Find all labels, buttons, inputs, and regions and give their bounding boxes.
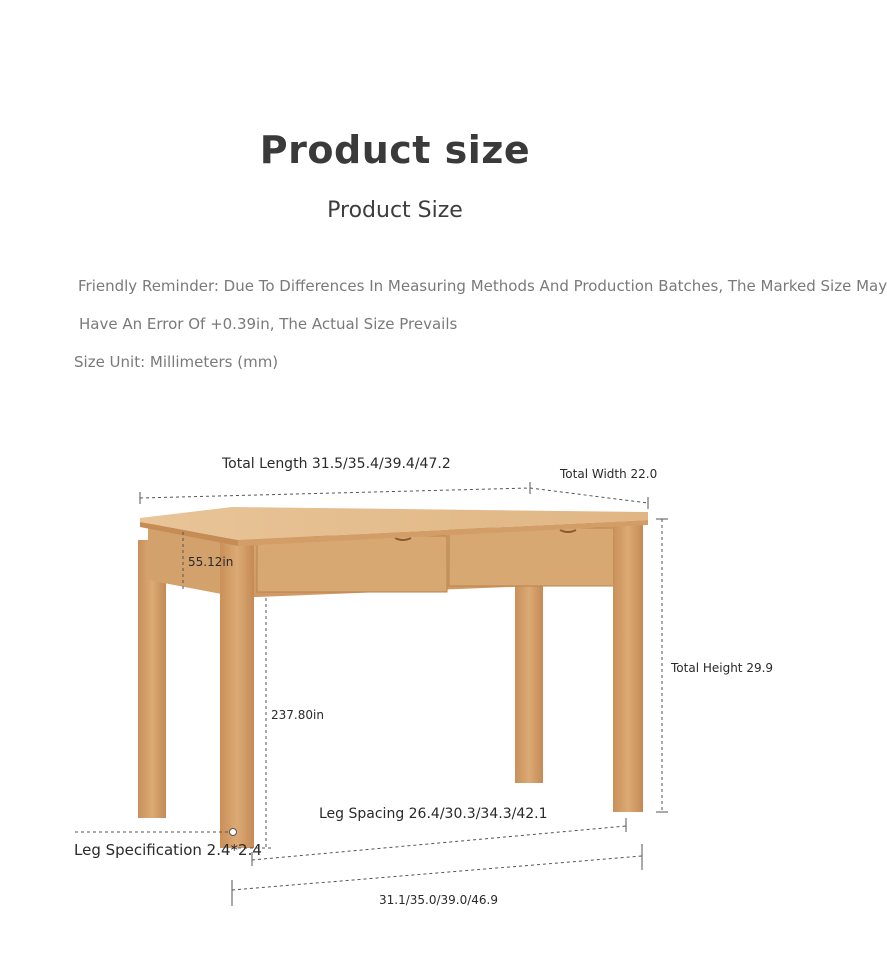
total-length-label: Total Length 31.5/35.4/39.4/47.2 xyxy=(222,456,451,472)
leg-spacing-label: Leg Spacing 26.4/30.3/34.3/42.1 xyxy=(319,806,548,822)
reminder-line-2: Have An Error Of +0.39in, The Actual Size Prevails xyxy=(79,315,458,333)
reminder-line-1: Friendly Reminder: Due To Differences In Measuring Methods And Production Batches, The Marked Size May xyxy=(78,277,887,295)
drawer-right xyxy=(449,528,626,586)
leg-spec-label: Leg Specification 2.4*2.4 xyxy=(74,841,262,859)
leg-height-label: 237.80in xyxy=(271,708,324,722)
front-left-leg xyxy=(220,540,254,848)
front-right-leg xyxy=(613,522,643,812)
total-width-label: Total Width 22.0 xyxy=(560,467,658,481)
bottom-length-label: 31.1/35.0/39.0/46.9 xyxy=(379,893,499,907)
total-height-label: Total Height 29.9 xyxy=(671,661,774,675)
page-title: Product size xyxy=(259,128,531,172)
apron-height-label: 55.12in xyxy=(188,555,234,569)
back-right-leg xyxy=(515,575,543,783)
page-subtitle: Product Size xyxy=(327,198,463,223)
size-unit-note: Size Unit: Millimeters (mm) xyxy=(74,353,279,371)
drawer-left xyxy=(257,536,447,592)
